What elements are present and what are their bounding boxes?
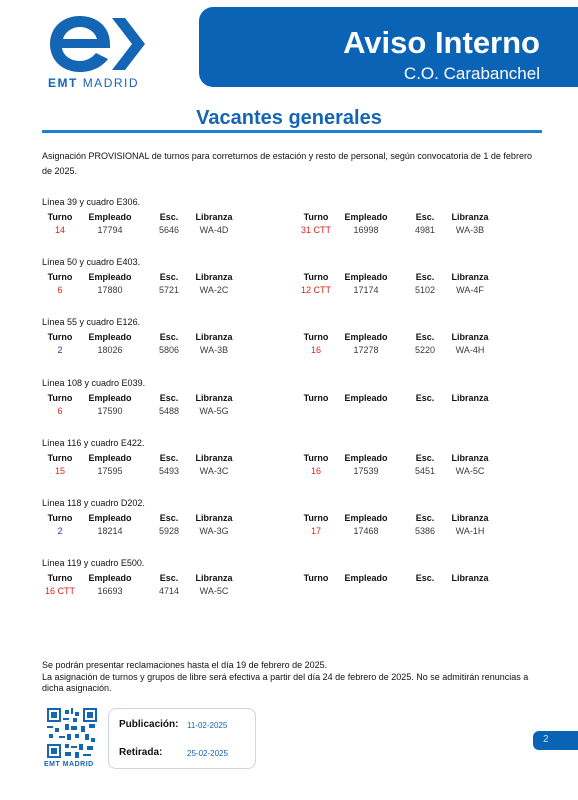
assignment-right [298,272,548,302]
cell-esc: 5646 [158,225,180,235]
cell-turno: 31 CTT [300,225,331,235]
assignment-right [298,332,548,362]
block-title: Línea 116 y cuadro E422. [42,438,145,448]
column-header-empleado: Empleado [88,453,132,463]
cell-libranza: WA-4H [455,345,485,355]
column-header-empleado: Empleado [88,393,132,403]
cell-turno: 6 [57,406,63,416]
page-number: 2 [543,734,549,745]
cell-libranza: WA-5C [199,586,229,596]
cell-turno: 2 [57,345,63,355]
column-header-esc: Esc. [159,212,179,222]
assignment-left [42,573,292,603]
cell-empleado: 18214 [97,526,123,536]
page-number-tab [533,731,578,750]
column-header-empleado: Empleado [88,513,132,523]
cell-esc: 5493 [158,466,180,476]
assignment-right [298,212,548,242]
publication-label: Publicación: [119,719,179,730]
assignment-right [298,453,548,483]
column-header-libranza: Libranza [451,212,489,222]
column-header-libranza: Libranza [195,573,233,583]
emt-logo-text: EMT MADRID [48,76,140,90]
withdrawal-label: Retirada: [119,747,163,758]
withdrawal-date: 25-02-2025 [187,749,228,758]
cell-libranza: WA-3G [199,526,229,536]
cell-turno: 17 [310,526,321,536]
column-header-libranza: Libranza [451,453,489,463]
cell-esc: 5721 [158,285,180,295]
cell-libranza: WA-3B [455,225,485,235]
cell-libranza: WA-5G [199,406,229,416]
column-header-libranza: Libranza [195,513,233,523]
column-header-turno: Turno [303,212,329,222]
column-header-esc: Esc. [159,573,179,583]
column-header-turno: Turno [47,332,73,342]
vacancy-block [42,378,542,428]
cell-esc: 5488 [158,406,180,416]
page-subtitle: C.O. Carabanchel [403,64,540,83]
column-header-esc: Esc. [415,453,435,463]
cell-esc: 4714 [158,586,180,596]
column-header-turno: Turno [303,513,329,523]
column-header-libranza: Libranza [451,393,489,403]
assignment-right [298,393,548,423]
column-header-empleado: Empleado [88,332,132,342]
assignment-left [42,393,292,423]
cell-turno: 6 [57,285,63,295]
cell-turno: 2 [57,526,63,536]
cell-libranza: WA-1H [455,526,485,536]
footer-note [42,660,542,695]
cell-empleado: 17590 [97,406,123,416]
block-title: Línea 119 y cuadro E500. [42,558,145,568]
cell-turno: 12 CTT [300,285,331,295]
cell-libranza: WA-2C [199,285,229,295]
column-header-libranza: Libranza [451,332,489,342]
cell-empleado: 17794 [97,225,123,235]
cell-libranza: WA-3B [199,345,229,355]
column-header-turno: Turno [303,573,329,583]
assignment-left [42,513,292,543]
block-title: Línea 55 y cuadro E126. [42,317,141,327]
cell-esc: 5451 [414,466,436,476]
column-header-libranza: Libranza [195,393,233,403]
column-header-libranza: Libranza [195,272,233,282]
cell-turno: 15 [54,466,65,476]
cell-empleado: 17278 [353,345,379,355]
column-header-libranza: Libranza [451,272,489,282]
block-title: Línea 118 y cuadro D202. [42,498,145,508]
cell-libranza: WA-4F [456,285,484,295]
block-title: Línea 50 y cuadro E403. [42,257,141,267]
column-header-empleado: Empleado [344,453,388,463]
page-title: Aviso Interno [343,25,540,60]
cell-esc: 5220 [414,345,436,355]
publication-box [108,708,256,769]
column-header-libranza: Libranza [451,573,489,583]
section-title: Vacantes generales [196,107,382,129]
column-header-turno: Turno [303,393,329,403]
column-header-esc: Esc. [159,513,179,523]
column-header-esc: Esc. [415,573,435,583]
intro-text: Asignación PROVISIONAL de turnos para correturnos de estación y resto de personal, según convocatoria de 1 de febrero de 2025. [42,151,532,176]
column-header-turno: Turno [47,393,73,403]
column-header-turno: Turno [47,212,73,222]
column-header-libranza: Libranza [195,453,233,463]
assignment-right [298,513,548,543]
header-banner [199,7,578,87]
vacancy-block [42,317,542,367]
column-header-esc: Esc. [159,453,179,463]
column-header-libranza: Libranza [195,332,233,342]
cell-empleado: 17174 [353,285,379,295]
column-header-esc: Esc. [159,332,179,342]
cell-esc: 5928 [158,526,180,536]
cell-libranza: WA-5C [455,466,485,476]
block-title: Línea 108 y cuadro E039. [42,378,146,388]
column-header-esc: Esc. [415,513,435,523]
column-header-empleado: Empleado [344,272,388,282]
column-header-esc: Esc. [415,332,435,342]
column-header-empleado: Empleado [344,332,388,342]
cell-empleado: 16693 [97,586,123,596]
column-header-turno: Turno [303,272,329,282]
block-title: Línea 39 y cuadro E306. [42,197,141,207]
cell-empleado: 18026 [97,345,123,355]
column-header-libranza: Libranza [451,513,489,523]
column-header-libranza: Libranza [195,212,233,222]
effective-note: La asignación de turnos y grupos de libre será efectiva a partir del día 24 de febrero de 2025. No se admitirán renuncias a dicha asignación. [42,671,529,693]
column-header-empleado: Empleado [344,513,388,523]
column-header-empleado: Empleado [344,393,388,403]
cell-turno: 16 [310,345,321,355]
cell-esc: 5806 [158,345,180,355]
cell-turno: 16 CTT [44,586,75,596]
vacancy-block [42,558,542,608]
assignment-right [298,573,548,603]
column-header-turno: Turno [47,513,73,523]
column-header-empleado: Empleado [344,573,388,583]
assignment-left [42,212,292,242]
column-header-esc: Esc. [415,272,435,282]
column-header-esc: Esc. [415,393,435,403]
vacancy-block [42,257,542,307]
column-header-esc: Esc. [159,272,179,282]
column-header-turno: Turno [303,453,329,463]
cell-empleado: 17468 [353,526,379,536]
vacancy-block [42,438,542,488]
cell-empleado: 17595 [97,466,123,476]
vacancy-block [42,498,542,548]
column-header-empleado: Empleado [344,212,388,222]
cell-esc: 5386 [414,526,436,536]
section-divider [42,130,542,133]
vacancy-block [42,197,542,247]
cell-esc: 4981 [414,225,436,235]
cell-libranza: WA-4D [199,225,229,235]
assignment-left [42,453,292,483]
cell-esc: 5102 [414,285,436,295]
column-header-empleado: Empleado [88,272,132,282]
qr-caption: EMT MADRID [44,761,94,768]
assignment-left [42,332,292,362]
column-header-esc: Esc. [159,393,179,403]
cell-libranza: WA-3C [199,466,229,476]
cell-empleado: 17880 [97,285,123,295]
cell-turno: 14 [54,225,65,235]
column-header-turno: Turno [303,332,329,342]
column-header-turno: Turno [47,453,73,463]
column-header-turno: Turno [47,272,73,282]
cell-empleado: 17539 [353,466,379,476]
claims-note: Se podrán presentar reclamaciones hasta el día 19 de febrero de 2025. [42,660,328,670]
cell-empleado: 16998 [353,225,379,235]
assignment-left [42,272,292,302]
cell-turno: 16 [310,466,321,476]
column-header-esc: Esc. [415,212,435,222]
column-header-empleado: Empleado [88,212,132,222]
publication-date: 11-02-2025 [187,721,228,730]
qr-code [47,708,97,758]
column-header-turno: Turno [47,573,73,583]
column-header-empleado: Empleado [88,573,132,583]
